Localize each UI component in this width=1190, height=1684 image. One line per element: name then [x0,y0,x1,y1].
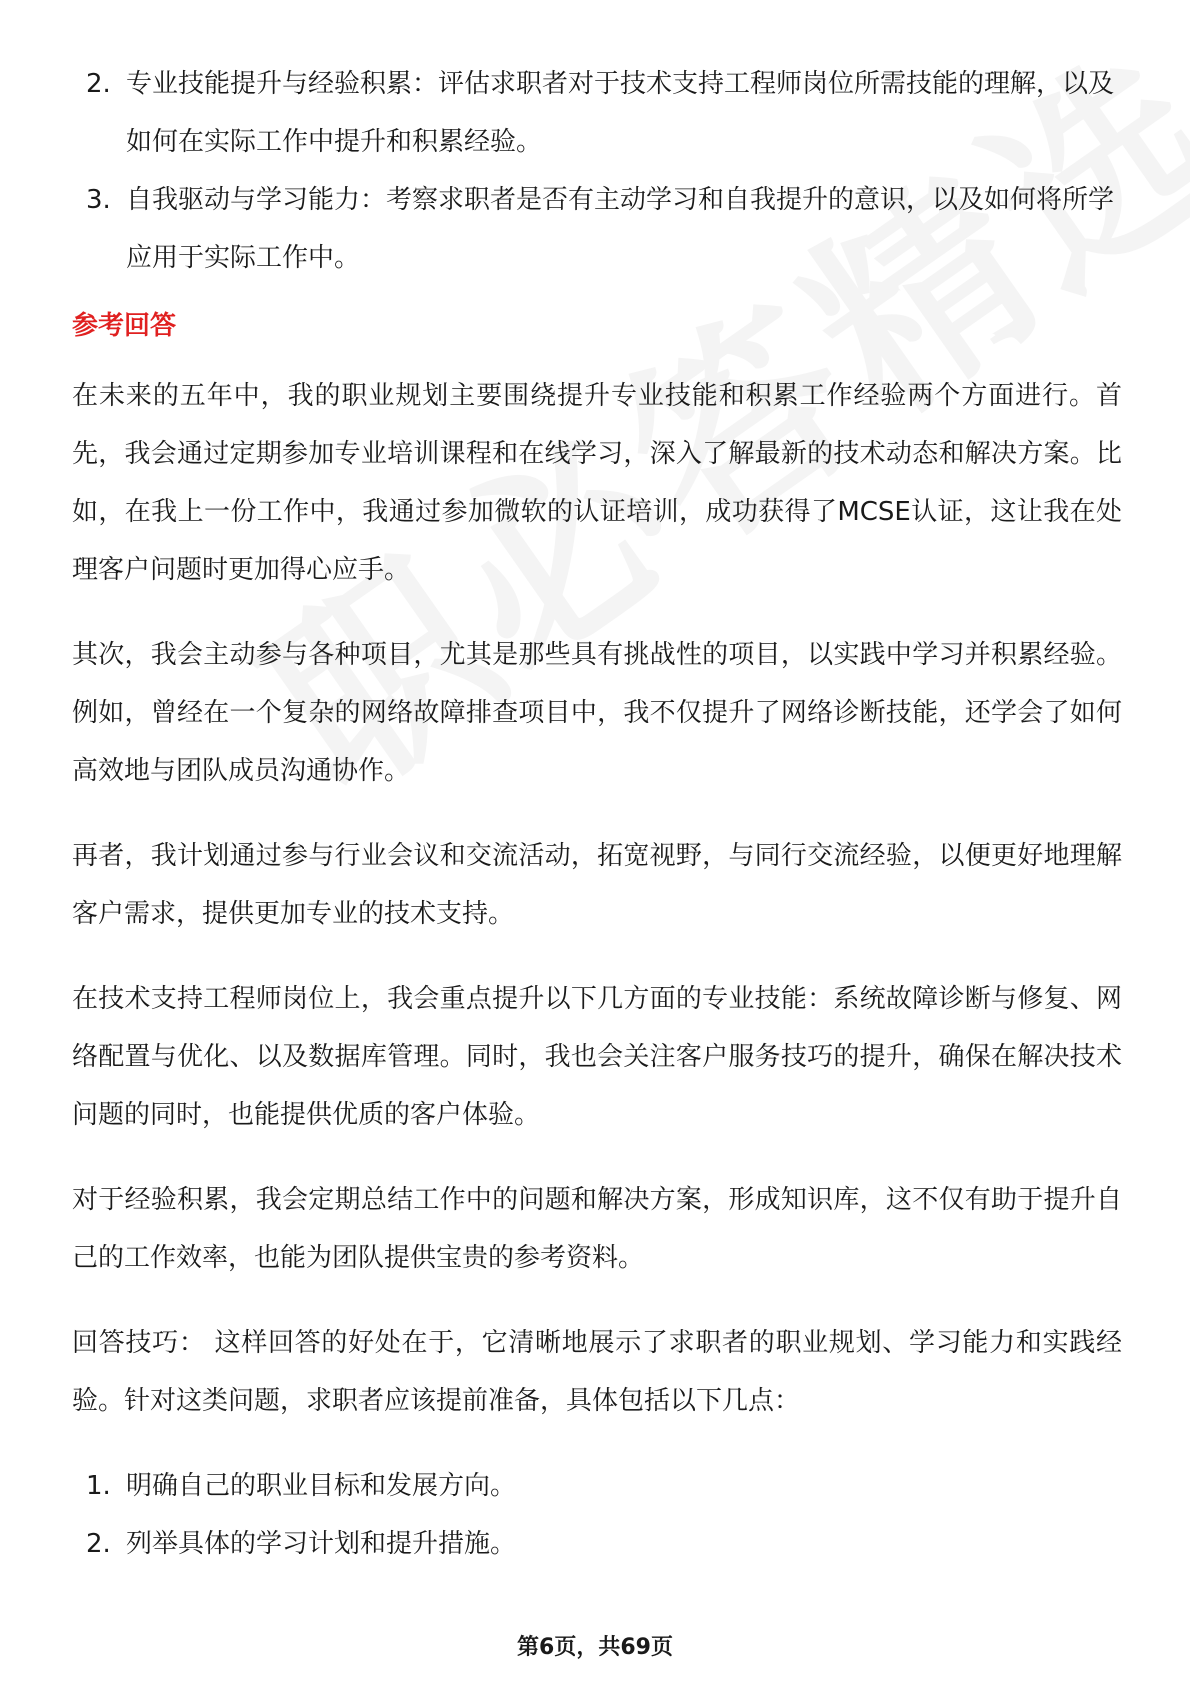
list-number: 2. [86,1529,111,1559]
list-text: 专业技能提升与经验积累：评估求职者对于技术支持工程师岗位所需技能的理解，以及如何在实际工作中提升和积累经验。 [126,69,1115,157]
section-title: 参考回答 [72,311,177,341]
paragraph: 对于经验积累，我会定期总结工作中的问题和解决方案，形成知识库，这不仅有助于提升自己的工作效率，也能为团队提供宝贵的参考资料。 [72,1185,1122,1273]
paragraph: 其次，我会主动参与各种项目，尤其是那些具有挑战性的项目，以实践中学习并积累经验。例如，曾经在一个复杂的网络故障排查项目中，我不仅提升了网络诊断技能，还学会了如何高效地与团队成员沟通协作。 [72,640,1122,786]
list-text: 自我驱动与学习能力：考察求职者是否有主动学习和自我提升的意识，以及如何将所学应用于实际工作中。 [126,185,1115,273]
list-text: 明确自己的职业目标和发展方向。 [126,1471,517,1501]
list-item [72,171,1122,287]
list-number: 1. [86,1471,111,1501]
tips-list [72,1457,1122,1573]
list-number: 2. [86,69,111,99]
list-item [72,1515,1122,1573]
list-item [72,55,1122,171]
list-text: 列举具体的学习计划和提升措施。 [126,1529,517,1559]
list-number: 3. [86,185,111,215]
document-page [72,55,1122,1573]
paragraph: 再者，我计划通过参与行业会议和交流活动，拓宽视野，与同行交流经验，以便更好地理解客户需求，提供更加专业的技术支持。 [72,841,1122,929]
list-item [72,1457,1122,1515]
paragraph: 在未来的五年中，我的职业规划主要围绕提升专业技能和积累工作经验两个方面进行。首先，我会通过定期参加专业培训课程和在线学习，深入了解最新的技术动态和解决方案。比如，在我上一份工作中，我通过参加微软的认证培训，成功获得了MCSE认证，这让我在处理客户问题时更加得心应手。 [72,381,1122,585]
answer-tips-paragraph: 回答技巧： 这样回答的好处在于，它清晰地展示了求职者的职业规划、学习能力和实践经验。针对这类问题，求职者应该提前准备，具体包括以下几点： [72,1328,1122,1416]
criteria-list [72,55,1122,287]
paragraph: 在技术支持工程师岗位上，我会重点提升以下几方面的专业技能：系统故障诊断与修复、网络配置与优化、以及数据库管理。同时，我也会关注客户服务技巧的提升，确保在解决技术问题的同时，也能提供优质的客户体验。 [72,984,1122,1130]
page-footer: 第6页，共69页 [517,1635,673,1660]
